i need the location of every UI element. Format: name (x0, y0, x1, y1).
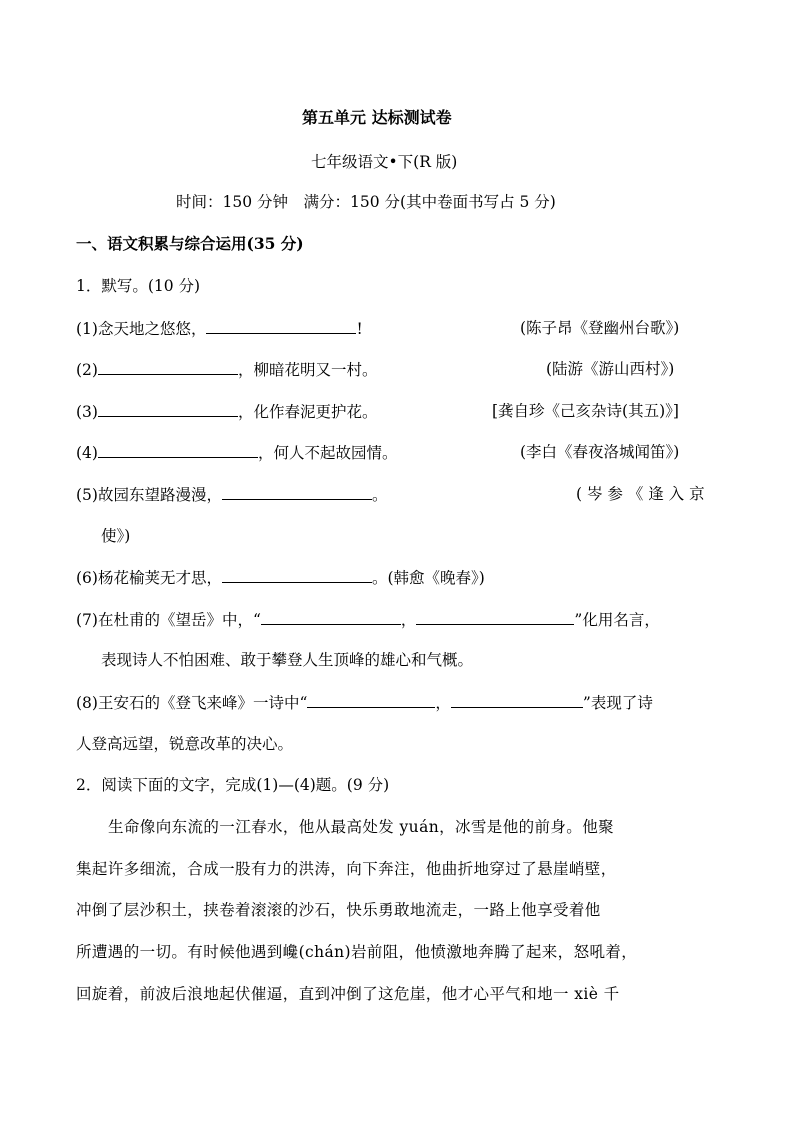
item-number: (1) (76, 320, 98, 338)
answer-blank[interactable] (451, 692, 583, 708)
item-text-mid: ， (435, 694, 451, 712)
q1-item-3 (76, 401, 377, 422)
passage-line: 回旋着，前波后浪地起伏催逼，直到冲倒了这危崖，他才心平气和地一 xiè 千 (76, 985, 620, 1003)
item-source: (陈子昂《登幽州台歌》) (520, 319, 680, 337)
q1-item-7 (76, 609, 660, 630)
passage-line: 集起许多细流，合成一股有力的洪涛，向下奔注，他曲折地穿过了悬崖峭壁， (76, 860, 617, 878)
item-source-continued: 使》) (101, 527, 131, 545)
item-number: (3) (76, 403, 98, 421)
answer-blank[interactable] (416, 609, 574, 625)
item-text-after: ，何人不起故园情。 (257, 444, 398, 462)
q1-item-2 (76, 359, 377, 380)
passage-line: 所遭遇的一切。有时候他遇到巉(chán)岩前阻，他愤激地奔腾了起来，怒吼着， (76, 943, 638, 961)
q1-item-4 (76, 442, 397, 463)
q1-item-8-line2: 人登高远望，锐意改革的决心。 (76, 735, 294, 753)
item-number: (7) (76, 611, 98, 629)
question-2-label: 2．阅读下面的文字，完成(1)—(4)题。(9 分) (76, 776, 390, 794)
page-subtitle: 七年级语文•下(R 版) (311, 153, 458, 171)
answer-blank[interactable] (98, 359, 238, 375)
item-number: (6) (76, 569, 98, 587)
answer-blank[interactable] (307, 692, 435, 708)
item-source: ( 岑 参 《 逢 入 京 (576, 485, 705, 503)
item-text-after: ”化用名言， (574, 611, 660, 629)
section-heading: 一、语文积累与综合运用(35 分) (76, 234, 304, 253)
item-text-before: 杨花榆荚无才思， (97, 569, 222, 587)
item-text-before: 故园东望路漫漫， (97, 486, 222, 504)
answer-blank[interactable] (206, 318, 356, 334)
q1-item-7-line2: 表现诗人不怕困难、敢于攀登人生顶峰的雄心和气概。 (101, 651, 474, 669)
exam-info: 时间：150 分钟 满分：150 分(其中卷面书写占 5 分) (176, 193, 556, 211)
item-text-before: 在杜甫的《望岳》中，“ (97, 611, 261, 629)
q1-item-6 (76, 567, 485, 588)
item-source: (李白《春夜洛城闻笛》) (520, 443, 680, 461)
item-text-after: ，柳暗花明又一村。 (237, 361, 378, 379)
item-text-after: ，化作春泥更护花。 (237, 403, 378, 421)
item-text-after: ”表现了诗 (582, 694, 653, 712)
item-text-mid: ， (400, 611, 417, 629)
page-title: 第五单元 达标测试卷 (302, 108, 452, 127)
item-number: (5) (76, 486, 98, 504)
answer-blank[interactable] (222, 567, 372, 583)
question-1-label: 1．默写。(10 分) (76, 277, 201, 295)
item-source: (陆游《游山西村》) (546, 360, 675, 378)
passage-line: 冲倒了层沙积土，挟卷着滚滚的沙石，快乐勇敢地流走，一路上他享受着他 (76, 901, 601, 919)
item-text-after: 。 (371, 486, 388, 504)
answer-blank[interactable] (98, 442, 258, 458)
q1-item-1 (76, 318, 363, 339)
item-number: (4) (76, 444, 98, 462)
item-number: (2) (76, 361, 98, 379)
answer-blank[interactable] (98, 401, 238, 417)
item-text-after: ! (356, 320, 363, 338)
passage-line: 生命像向东流的一江春水，他从最高处发 yuán，冰雪是他的前身。他聚 (108, 818, 614, 836)
item-text-before: 念天地之悠悠， (97, 320, 207, 338)
answer-blank[interactable] (222, 484, 372, 500)
item-source: [龚自珍《己亥杂诗(其五)》] (492, 402, 679, 420)
item-number: (8) (76, 694, 98, 712)
q1-item-8 (76, 692, 653, 713)
item-text-before: 王安石的《登飞来峰》一诗中“ (97, 694, 308, 712)
answer-blank[interactable] (261, 609, 401, 625)
q1-item-5 (76, 484, 388, 505)
item-text-after: 。(韩愈《晚春》) (371, 569, 485, 587)
